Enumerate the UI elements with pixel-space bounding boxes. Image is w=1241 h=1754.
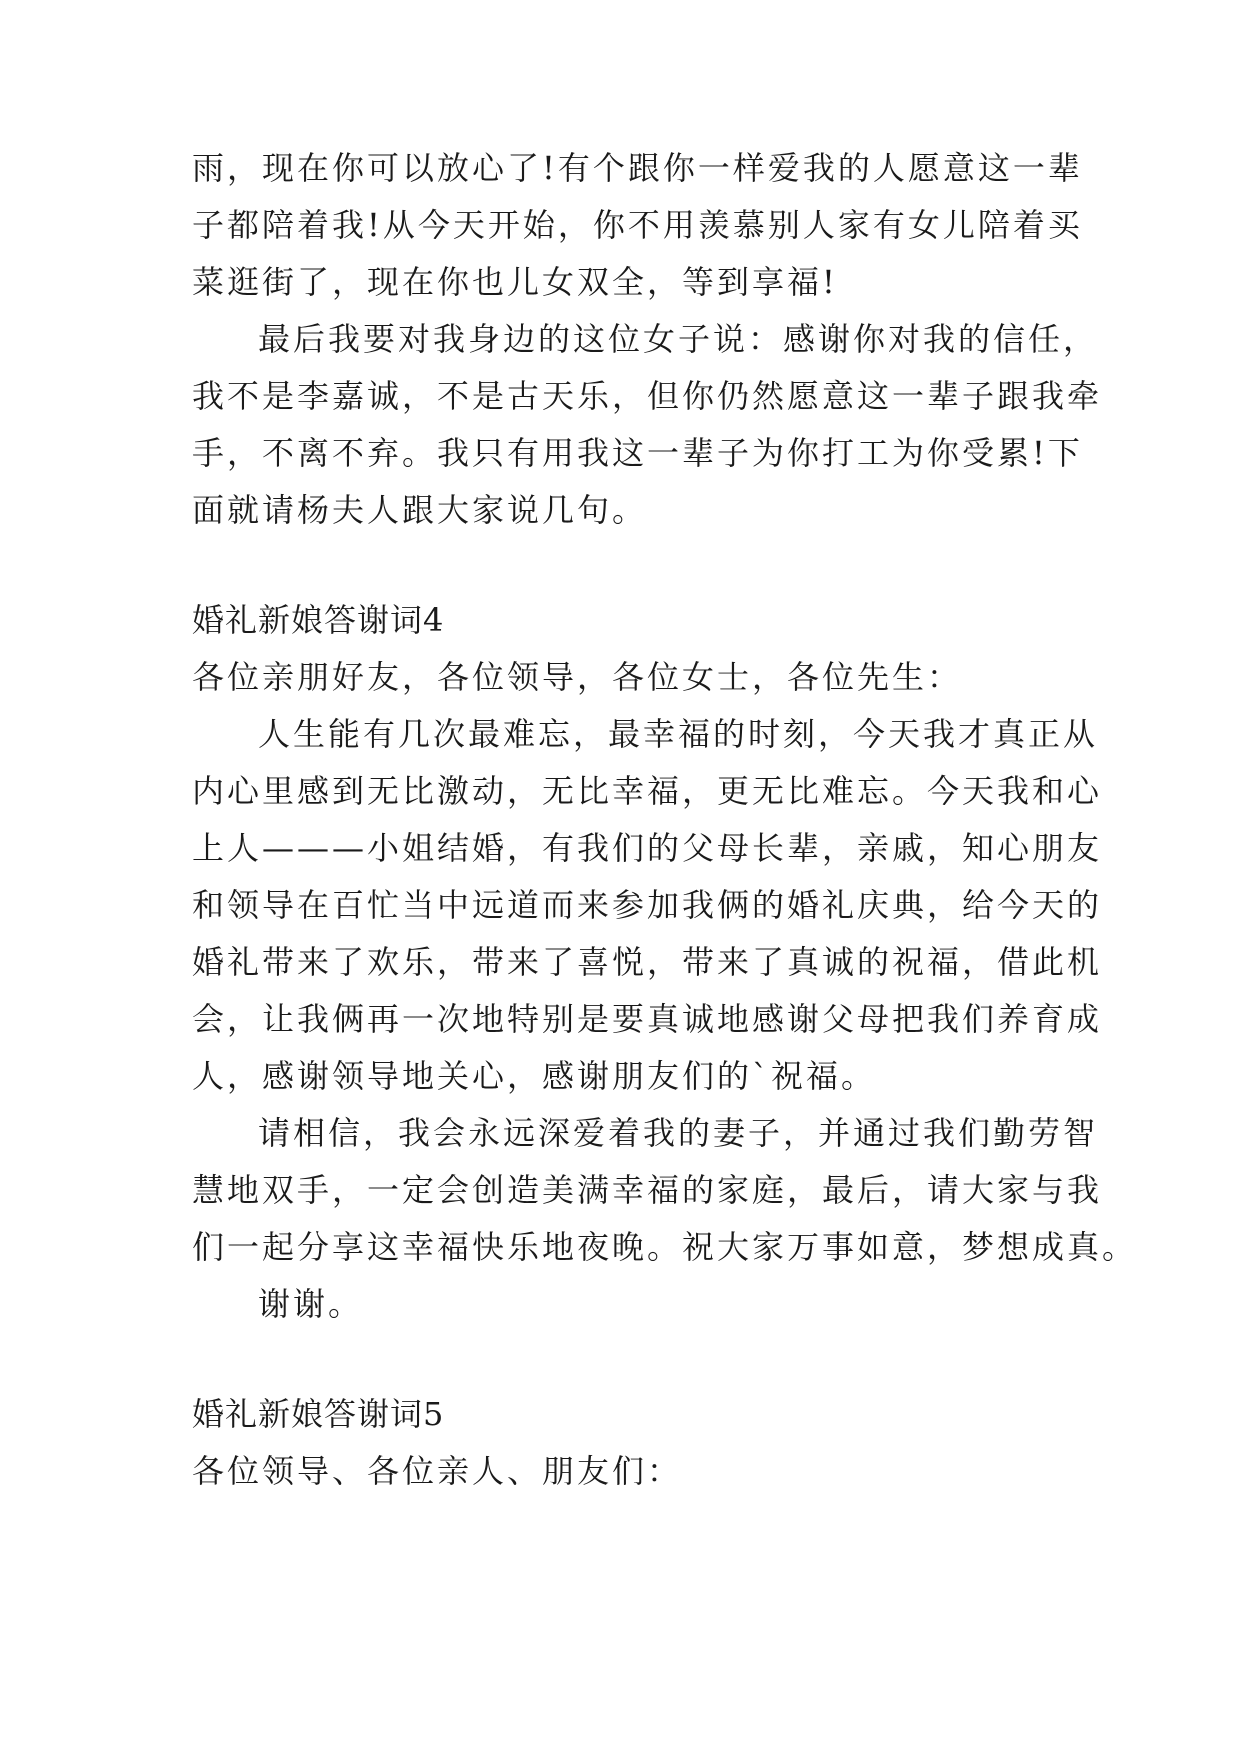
paragraph-line: 人生能有几次最难忘，最幸福的时刻，今天我才真正从 [258, 715, 1099, 753]
paragraph-line: 请相信，我会永远深爱着我的妻子，并通过我们勤劳智 [258, 1114, 1099, 1152]
salutation: 各位亲朋好友，各位领导，各位女士，各位先生： [192, 658, 963, 696]
section-title: 婚礼新娘答谢词5 [192, 1395, 445, 1433]
salutation: 各位领导、各位亲人、朋友们： [192, 1452, 683, 1490]
paragraph-line: 和领导在百忙当中远道而来参加我俩的婚礼庆典，给今天的 [192, 886, 1103, 924]
paragraph-line: 菜逛街了，现在你也儿女双全，等到享福! [192, 263, 838, 301]
paragraph-line: 面就请杨夫人跟大家说几句。 [192, 491, 648, 529]
paragraph-line: 内心里感到无比激动，无比幸福，更无比难忘。今天我和心 [192, 772, 1103, 810]
paragraph-line: 雨，现在你可以放心了!有个跟你一样爱我的人愿意这一辈 [192, 149, 1083, 187]
paragraph-line: 慧地双手，一定会创造美满幸福的家庭，最后，请大家与我 [192, 1171, 1103, 1209]
paragraph-line: 我不是李嘉诚，不是古天乐，但你仍然愿意这一辈子跟我牵 [192, 377, 1103, 415]
paragraph-line: 上人———小姐结婚，有我们的父母长辈，亲戚，知心朋友 [192, 829, 1103, 867]
paragraph-line: 会，让我俩再一次地特别是要真诚地感谢父母把我们养育成 [192, 1000, 1103, 1038]
section-title: 婚礼新娘答谢词4 [192, 601, 445, 639]
paragraph-line: 最后我要对我身边的这位女子说：感谢你对我的信任， [258, 320, 1099, 358]
paragraph-line: 们一起分享这幸福快乐地夜晚。祝大家万事如意，梦想成真。 [192, 1228, 1138, 1266]
closing-line: 谢谢。 [258, 1285, 364, 1323]
paragraph-line: 人，感谢领导地关心，感谢朋友们的`祝福。 [192, 1057, 877, 1095]
paragraph-line: 手，不离不弃。我只有用我这一辈子为你打工为你受累!下 [192, 434, 1083, 472]
paragraph-line: 婚礼带来了欢乐，带来了喜悦，带来了真诚的祝福，借此机 [192, 943, 1103, 981]
paragraph-line: 子都陪着我!从今天开始，你不用羡慕别人家有女儿陪着买 [192, 206, 1083, 244]
